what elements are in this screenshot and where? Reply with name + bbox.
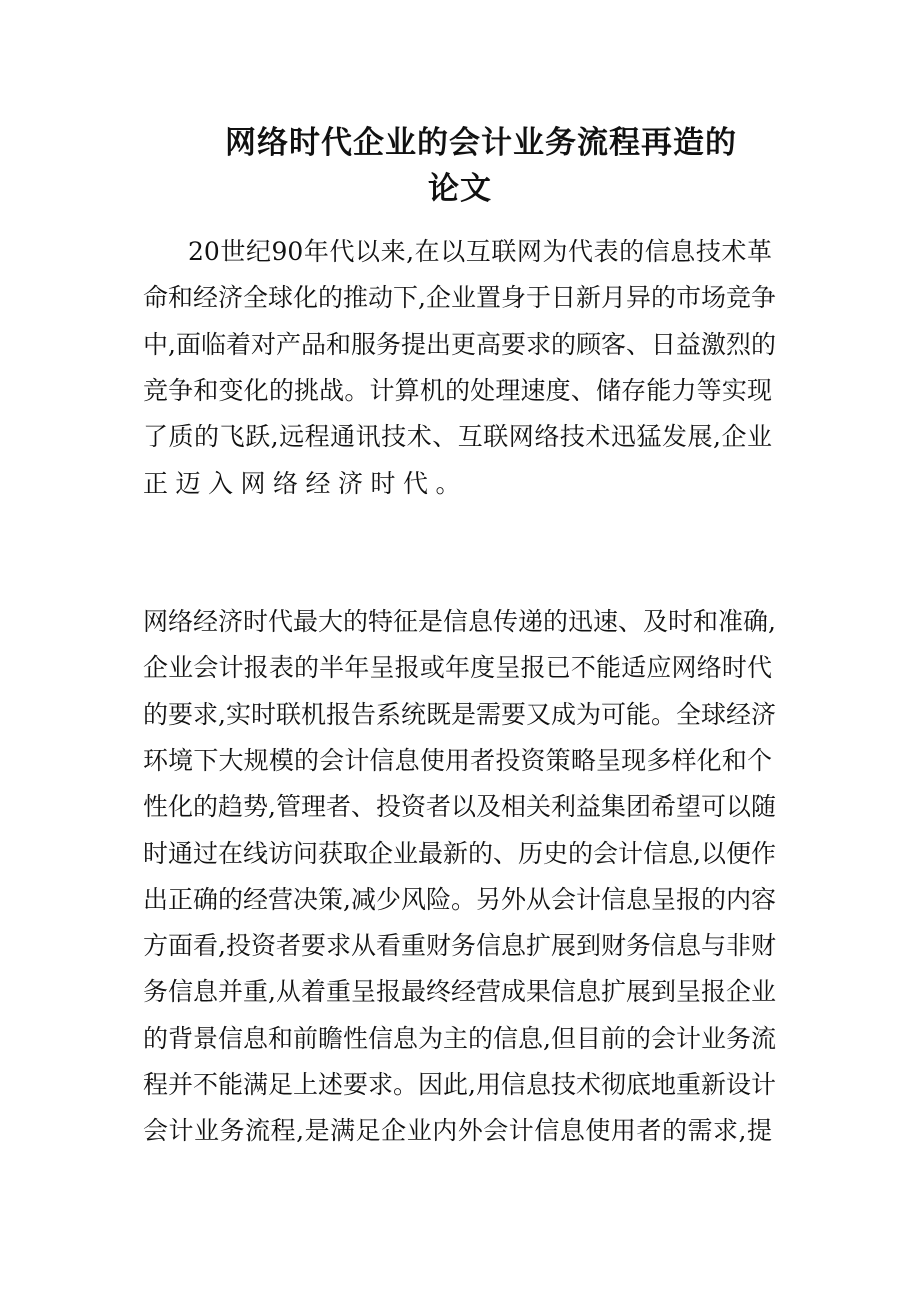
paragraph-2-line: 时通过在线访问获取企业最新的、历史的会计信息,以便作 xyxy=(143,838,776,868)
title-line-1: 网络时代企业的会计业务流程再造的 xyxy=(225,125,737,161)
paragraph-2-line: 出正确的经营决策,减少风险。另外从会计信息呈报的内容 xyxy=(143,884,776,914)
paragraph-1-line: 中,面临着对产品和服务提出更高要求的顾客、日益激烈的 xyxy=(143,329,776,359)
paragraph-1-line: 正迈入网络经济时代。 xyxy=(143,468,469,498)
paragraph-2-line: 企业会计报表的半年呈报或年度呈报已不能适应网络时代 xyxy=(143,653,772,683)
paragraph-2-line: 的背景信息和前瞻性信息为主的信息,但目前的会计业务流 xyxy=(143,1023,776,1053)
paragraph-2-line: 性化的趋势,管理者、投资者以及相关利益集团希望可以随 xyxy=(143,792,776,822)
paragraph-2-line: 会计业务流程,是满足企业内外会计信息使用者的需求,提 xyxy=(143,1116,772,1146)
paragraph-2-line: 网络经济时代最大的特征是信息传递的迅速、及时和准确, xyxy=(143,607,776,636)
paragraph-1-line: 了质的飞跃,远程通讯技术、互联网络技术迅猛发展,企业 xyxy=(143,422,772,452)
paragraph-1-line: 竞争和变化的挑战。计算机的处理速度、储存能力等实现 xyxy=(143,375,772,405)
paragraph-2-line: 方面看,投资者要求从看重财务信息扩展到财务信息与非财 xyxy=(143,931,776,961)
paragraph-1-line: 20世纪90年代以来,在以互联网为代表的信息技术革 xyxy=(188,237,772,266)
paragraph-2-line: 环境下大规模的会计信息使用者投资策略呈现多样化和个 xyxy=(143,745,772,775)
paragraph-2-line: 务信息并重,从着重呈报最终经营成果信息扩展到呈报企业 xyxy=(143,977,776,1007)
paragraph-2-line: 程并不能满足上述要求。因此,用信息技术彻底地重新设计 xyxy=(143,1070,776,1099)
paragraph-2-line: 的要求,实时联机报告系统既是需要又成为可能。全球经济 xyxy=(143,699,776,729)
paragraph-1-line: 命和经济全球化的推动下,企业置身于日新月异的市场竞争 xyxy=(143,283,776,313)
title-line-2: 论文 xyxy=(428,171,492,207)
